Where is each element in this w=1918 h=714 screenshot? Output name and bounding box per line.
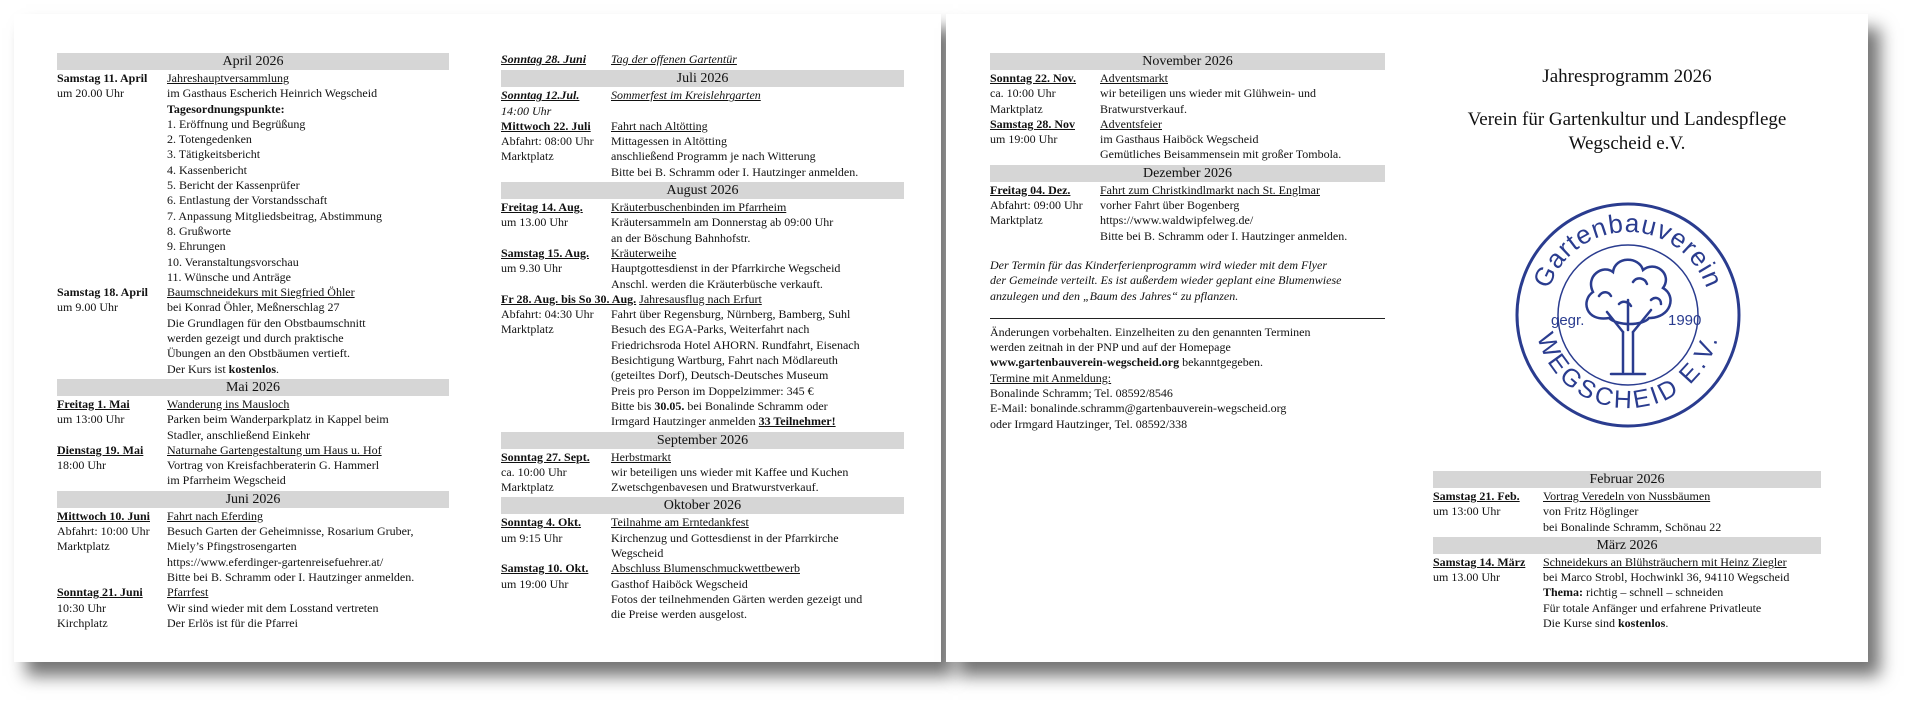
- event-row: Mittwoch 10. Juni Fahrt nach Eferding: [57, 508, 263, 523]
- agenda-item: 3. Tätigkeitsbericht: [167, 147, 261, 162]
- event-row: Samstag 10. Okt. Abschluss Blumenschmuckwettbewerb: [501, 561, 800, 576]
- agenda-item: 7. Anpassung Mitgliedsbeitrag, Abstimmung: [167, 208, 382, 223]
- event-row: Samstag 28. Nov Adventsfeier: [990, 116, 1162, 131]
- event-row: Samstag 14. März Schneidekurs an Blühsträuchern mit Heinz Ziegler: [1433, 554, 1787, 569]
- agenda-item: 10. Veranstaltungsvorschau: [167, 254, 299, 269]
- registration-heading: Termine mit Anmeldung:: [990, 370, 1112, 385]
- link-text: https://www.waldwipfelweg.de/: [1100, 213, 1254, 228]
- event-row: Sonntag 27. Sept. Herbstmarkt: [501, 449, 671, 464]
- left-page: [14, 14, 941, 662]
- column-april-june: April 2026 Samstag 11. April Jahreshauptversammlung um 20.00 Uhr im Gasthaus Escherich Heinrich Wegscheid Tagesordnungspunkte: 1. Eröffnung und Begrüßung 2. Totengedenken 3. Tätigkeitsbericht 4. Kassenbericht 5. Bericht der Kassenprüfer 6. Entlastung der Vorstandsschaft 7. Anpassung Mitgliedsbeitrag, Abstimmung 8. Grußworte 9. Ehrungen 10. Veranstaltungsvorschau 11. Wünsche und Anträge Samstag 18. April Baumschneidekurs mit Siegfried Öhler um 9.00 Uhr bei Konrad Öhler, Meßnerschlag 27 Die Grundlagen für den Obstbaumschnitt werden gezeigt und durch praktische Übungen an den Obstbäumen vertieft. Der Kurs ist kostenlos. Mai 2026 Freitag 1. Mai Wanderung ins Mausloch um 13:00 Uhr Parken beim Wanderparkplatz in Kappel beim Stadler, anschließend Einkehr Dienstag 19. Mai Naturnahe Gartengestaltung um Haus u. Hof 18:00 Uhr Vortrag von Kreisfachberaterin G. Hammerl im Pfarrheim Wegscheid Juni 2026 Mittwoch 10. Juni Fahrt nach Eferding Abfahrt: 10:00 Uhr Besuch Garten der Geheimnisse, Rosarium Gruber, Marktplatz Miely’s Pfingstrosengarten https://www.eferdinger-gartenreisefuehrer.at/ Bitte bei B. Schramm oder I. Hautzinger anmelden. Sonntag 21. Juni Pfarrfest 10:30 Uhr Wir sind wieder mit dem Losstand vertreten Kirchplatz Der Erlös ist für die Pfarrei: [57, 51, 449, 631]
- event-row: Fr 28. Aug. bis So 30. Aug. Jahresausflug nach Erfurt: [501, 291, 762, 306]
- section-header-may: Mai 2026: [57, 379, 449, 396]
- column-cover: [1433, 14, 1821, 662]
- event-row: Sonntag 22. Nov. Adventsmarkt: [990, 71, 1168, 85]
- event-row: Samstag 18. April Baumschneidekurs mit Siegfried Öhler: [57, 285, 355, 300]
- note-text: Der Termin für das Kinderferienprogramm wird wieder mit dem Flyer: [990, 257, 1327, 272]
- event-row: Samstag 11. April Jahreshauptversammlung: [57, 71, 289, 85]
- section-header-september: September 2026: [501, 432, 904, 449]
- event-row: Samstag 15. Aug. Kräuterweihe: [501, 245, 677, 260]
- stamp-left-text: gegr.: [1551, 312, 1585, 329]
- section-header-june: Juni 2026: [57, 491, 449, 508]
- agenda-item: 9. Ehrungen: [167, 239, 226, 254]
- section-header-october: Oktober 2026: [501, 497, 904, 514]
- tree-icon: [1586, 260, 1670, 374]
- agenda-item: 11. Wünsche und Anträge: [167, 269, 291, 284]
- event-row: Mittwoch 22. Juli Fahrt nach Altötting: [501, 118, 708, 133]
- event-row: Dienstag 19. Mai Naturnahe Gartengestaltung um Haus u. Hof: [57, 442, 382, 457]
- divider: [990, 318, 1385, 319]
- program-title: Jahresprogramm 2026: [1542, 66, 1712, 87]
- section-header-february: Februar 2026: [1433, 471, 1821, 488]
- stamp-bottom-text: WEGSCHEID E.V.: [1531, 328, 1725, 415]
- event-row: Sonntag 4. Okt. Teilnahme am Erntedankfest: [501, 515, 749, 530]
- agenda-heading: Tagesordnungspunkte:: [167, 101, 285, 116]
- note-text: anzulegen und den „Baum des Jahres“ zu pflanzen.: [990, 288, 1239, 303]
- section-header-august: August 2026: [501, 182, 904, 199]
- homepage-url: www.gartenbauverein-wegscheid.org: [990, 355, 1180, 370]
- club-stamp-logo: [1513, 200, 1743, 430]
- agenda-item: 5. Bericht der Kassenprüfer: [167, 178, 300, 193]
- agenda-item: 1. Eröffnung und Begrüßung: [167, 116, 306, 131]
- note-text: der Gemeinde verteilt. Es ist außerdem wieder geplant eine Blumenwiese: [990, 273, 1342, 288]
- event-row: Freitag 14. Aug. Kräuterbuschenbinden im Pfarrheim: [501, 200, 787, 215]
- agenda-item: 4. Kassenbericht: [167, 162, 247, 177]
- event-row: Sonntag 21. Juni Pfarrfest: [57, 585, 209, 600]
- event-row: Sonntag 28. Juni Tag der offenen Gartentür: [501, 52, 737, 66]
- stamp-top-text: Gartenbauverein: [1526, 207, 1730, 292]
- stamp-right-text: 1990: [1668, 312, 1702, 329]
- section-header-march: März 2026: [1433, 537, 1821, 554]
- early-events: Februar 2026 Samstag 21. Feb. Vortrag Veredeln von Nussbäumen um 13:00 Uhr von Fritz Höglinger bei Bonalinde Schramm, Schönau 22 März 2026 Samstag 14. März Schneidekurs an Blühsträuchern mit Heinz Ziegler um 13.00 Uhr bei Marco Strobl, Hochwinkl 36, 94110 Wegscheid Thema: richtig – schnell – schneiden Für totale Anfänger und erfahrene Privatleute Die Kurse sind kostenlos.: [1433, 471, 1821, 631]
- section-header-november: November 2026: [990, 53, 1385, 70]
- agenda-item: 8. Grußworte: [167, 223, 231, 238]
- club-location: Wegscheid e.V.: [1568, 133, 1686, 154]
- agenda-item: 6. Entlastung der Vorstandsschaft: [167, 193, 328, 208]
- event-row: Sonntag 12.Jul. Sommerfest im Kreislehrgarten: [501, 88, 761, 103]
- event-row: Freitag 1. Mai Wanderung ins Mausloch: [57, 396, 290, 411]
- event-row: Freitag 04. Dez. Fahrt zum Christkindlmarkt nach St. Englmar: [990, 182, 1320, 197]
- column-november-december: November 2026 Sonntag 22. Nov. Adventsmarkt ca. 10:00 Uhr wir beteiligen uns wieder mit Glühwein- und Marktplatz Bratwurstverkauf. Samstag 28. Nov Adventsfeier um 19:00 Uhr im Gasthaus Haiböck Wegscheid Gemütliches Beisammensein mit großer Tombola. Dezember 2026 Freitag 04. Dez. Fahrt zum Christkindlmarkt nach St. Englmar Abfahrt: 09:00 Uhr vorher Fahrt über Bogenberg Marktplatz https://www.waldwipfelweg.de/ Bitte bei B. Schramm oder I. Hautzinger anmelden. Der Termin für das Kinderferienprogramm wird wieder mit dem Flyer der Gemeinde verteilt. Es ist außerdem wieder geplant eine Blumenwiese anzulegen und den „Baum des Jahres“ zu pflanzen. Änderungen vorbehalten. Einzelheiten zu den genannten Terminen werden zeitnah in der PNP und auf der Homepage www.gartenbauverein-wegscheid.org bekanntgegeben. Termine mit Anmeldung: Bonalinde Schramm; Tel. 08592/8546 E-Mail: bonalinde.schramm@gartenbauverein-wegscheid.org oder Irmgard Hautzinger, Tel. 08592/338: [990, 51, 1385, 432]
- email-text: E-Mail: bonalinde.schramm@gartenbauverein-wegscheid.org: [990, 401, 1287, 416]
- event-row: Samstag 21. Feb. Vortrag Veredeln von Nussbäumen: [1433, 489, 1711, 503]
- section-header-december: Dezember 2026: [990, 165, 1385, 182]
- section-header-april: April 2026: [57, 53, 449, 70]
- right-page: [946, 14, 1868, 662]
- section-header-july: Juli 2026: [501, 70, 904, 87]
- column-june-october: Sonntag 28. Juni Tag der offenen Gartentür Juli 2026 Sonntag 12.Jul. Sommerfest im Kreislehrgarten 14:00 Uhr Mittwoch 22. Juli Fahrt nach Altötting Abfahrt: 08:00 Uhr Mittagessen in Altötting Marktplatz anschließend Programm je nach Witterung Bitte bei B. Schramm oder I. Hautzinger anmelden. August 2026 Freitag 14. Aug. Kräuterbuschenbinden im Pfarrheim um 13.00 Uhr Kräutersammeln am Donnerstag ab 09:00 Uhr an der Böschung Bahnhofstr. Samstag 15. Aug. Kräuterweihe um 9.30 Uhr Hauptgottesdienst in der Pfarrkirche Wegscheid Anschl. werden die Kräuterbüsche verkauft. Fr 28. Aug. bis So 30. Aug. Jahresausflug nach Erfurt Abfahrt: 04:30 Uhr Fahrt über Regensburg, Nürnberg, Bamberg, Suhl Marktplatz Besuch des EGA-Parks, Weiterfahrt nach Friedrichsroda Hotel AHORN. Rundfahrt, Eisenach Besichtigung Wartburg, Fahrt nach Mödlareuth (geteiltes Dorf), Deutsch-Deutsches Museum Preis pro Person im Doppelzimmer: 345 € Bitte bis 30.05. bei Bonalinde Schramm oder Irmgard Hautzinger anmelden 33 Teilnehmer! September 2026 Sonntag 27. Sept. Herbstmarkt ca. 10:00 Uhr wir beteiligen uns wieder mit Kaffee und Kuchen Marktplatz Zwetschgenbavesen und Bratwurstverkauf. Oktober 2026 Sonntag 4. Okt. Teilnahme am Erntedankfest um 9:15 Uhr Kirchenzug und Gottesdienst in der Pfarrkirche Wegscheid Samstag 10. Okt. Abschluss Blumenschmuckwettbewerb um 19:00 Uhr Gasthof Haiböck Wegscheid Fotos der teilnehmenden Gärten werden gezeigt und die Preise werden ausgelost.: [501, 52, 904, 623]
- club-name: Verein für Gartenkultur und Landespflege: [1467, 109, 1787, 130]
- link-text: https://www.eferdinger-gartenreisefuehrer.at/: [167, 554, 384, 569]
- agenda-item: 2. Totengedenken: [167, 132, 252, 147]
